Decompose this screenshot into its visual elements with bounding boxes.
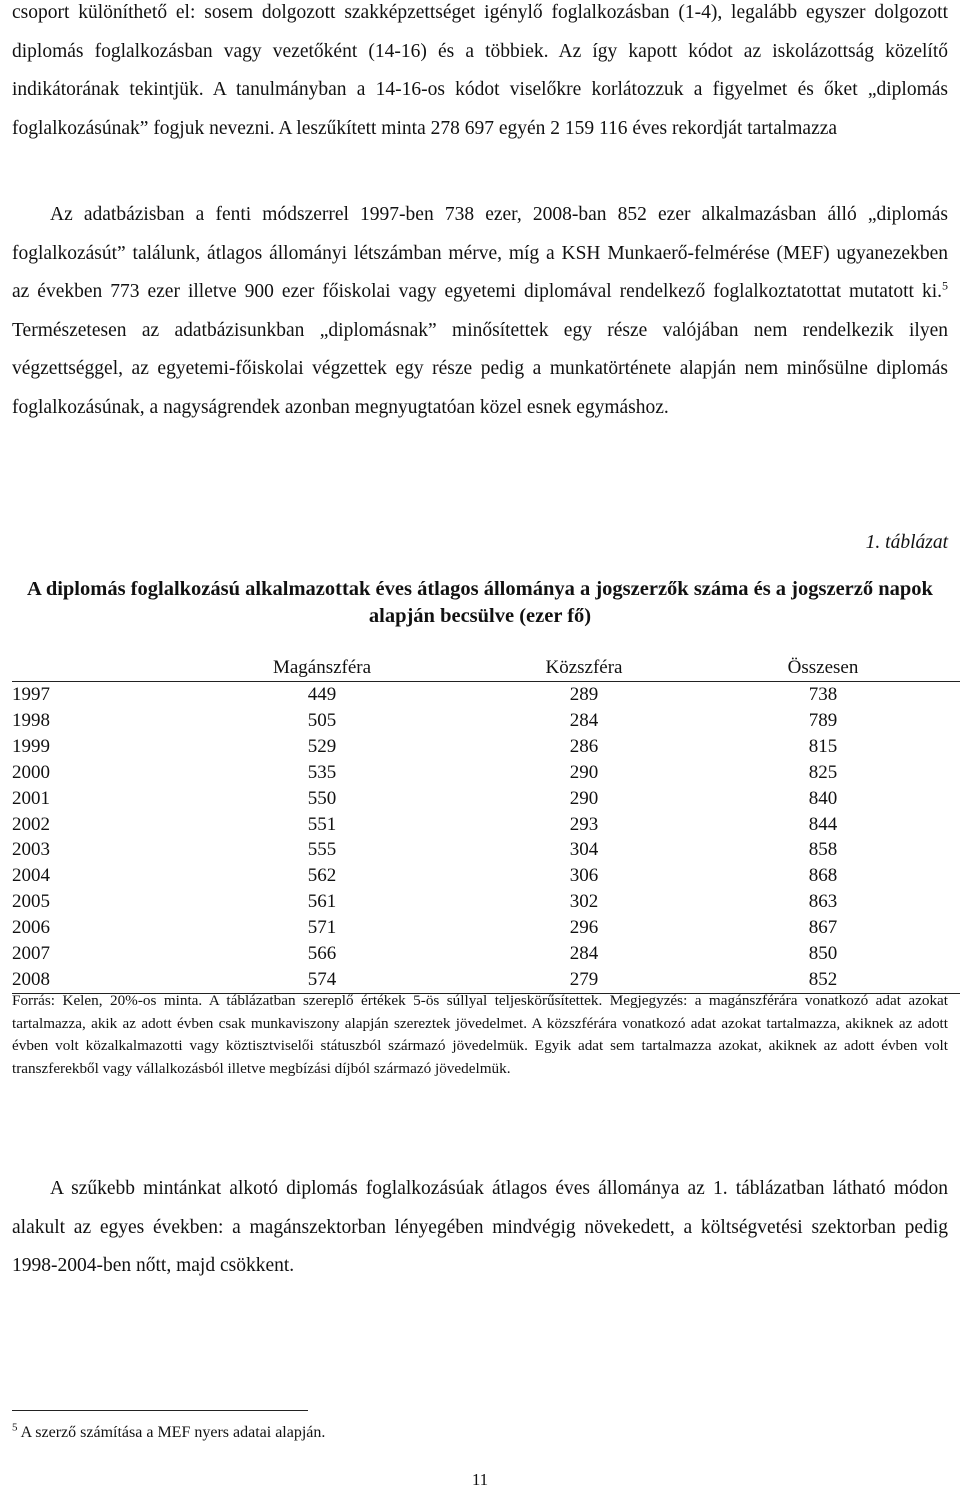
table-caption: 1. táblázat <box>865 532 948 553</box>
table-row <box>12 941 960 967</box>
footnote-number: 5 <box>12 1421 18 1434</box>
cell-total: 867 <box>808 917 838 939</box>
page-number: 11 <box>471 1470 489 1489</box>
cell-total: 863 <box>808 891 838 913</box>
cell-private: 574 <box>162 967 482 993</box>
cell-public: 284 <box>569 709 599 731</box>
cell-public: 289 <box>569 684 599 705</box>
cell-total: 789 <box>808 709 838 731</box>
cell-year: 2001 <box>12 787 50 809</box>
cell-public: 286 <box>569 735 599 757</box>
footnote <box>12 1421 326 1442</box>
cell-total: 840 <box>808 787 838 809</box>
table-row <box>12 915 960 941</box>
cell-public: 306 <box>569 865 599 887</box>
table-row <box>12 863 960 889</box>
cell-public: 296 <box>569 917 599 939</box>
cell-total: 850 <box>808 943 838 965</box>
paragraph-database-text: Az adatbázisban a fenti módszerrel 1997-ben 738 ezer, 2008-ban 852 ezer alkalmazásban álló „diplomás foglalkozásút” találunk, átlagos állományi létszámban mérve, míg a KSH Munkaerő-felmérése (MEF) ugyanezekben az években 773 ezer illetve 900 ezer főiskolai vagy egyetemi diplomával rendelkező foglalkoztatottat mutatott ki. <box>12 204 948 303</box>
column-header-public: Közszféra <box>482 654 686 682</box>
cell-public: 290 <box>569 787 599 809</box>
cell-year: 2008 <box>12 967 162 993</box>
table-row <box>12 786 960 812</box>
cell-total: 815 <box>808 735 838 757</box>
table-row <box>12 734 960 760</box>
table-body <box>12 682 960 994</box>
paragraph-table-summary: A szűkebb mintánkat alkotó diplomás foglalkozásúak átlagos éves állománya az 1. táblázatban látható módon alakult az egyes években: a magánszektorban lényegében mindvégig növekedett, a költségvetési szektorban pedig 1998-2004-ben nőtt, majd csökkent. <box>12 1178 948 1277</box>
cell-private: 505 <box>307 709 337 731</box>
cell-private: 535 <box>307 761 337 783</box>
column-header-total: Összesen <box>686 654 960 682</box>
cell-private: 529 <box>307 735 337 757</box>
paragraph-methodology: csoport különíthető el: sosem dolgozott szakképzettséget igénylő foglalkozásban (1-4), legalább egyszer dolgozott diplomás foglalkozásban vagy vezetőként (14-16) és a többiek. Az így kapott kódot az iskolázottság közelítő indikátorának tekintjük. A tanulmányban a 14-16-os kódot viselőkre korlátozzuk a figyelmet és őket „diplomás foglalkozásúnak” fogjuk nevezni. A leszűkített minta 278 697 egyén 2 159 116 éves rekordját tartalmazza <box>12 2 948 139</box>
cell-private: 562 <box>307 865 337 887</box>
cell-year: 1998 <box>12 709 50 731</box>
employment-table <box>12 654 960 994</box>
cell-total: 825 <box>808 761 838 783</box>
cell-year: 1999 <box>12 735 50 757</box>
cell-public: 304 <box>569 839 599 861</box>
paragraph-database-text-continued: Természetesen az adatbázisunkban „diplomásnak” minősítettek egy része valójában nem rendelkezik ilyen végzettséggel, az egyetemi-főiskolai végzettek egy része pedig a munkatörténete alapján nem minősülne diplomás foglalkozásúnak, a nagyságrendek azonban megnyugtatóan közel esnek egymáshoz. <box>12 319 948 418</box>
table-title: A diplomás foglalkozású alkalmazottak éves átlagos állománya a jogszerzők száma és a jogszerző napok alapján becsülve (ezer fő) <box>27 578 933 627</box>
cell-total: 868 <box>808 865 838 887</box>
table-header-row <box>12 654 960 682</box>
table-row <box>12 760 960 786</box>
column-header-private: Magánszféra <box>162 654 482 682</box>
table-row <box>12 889 960 915</box>
cell-year: 2004 <box>12 865 50 887</box>
table-row <box>12 812 960 838</box>
cell-private: 555 <box>307 839 337 861</box>
table-row <box>12 682 960 708</box>
cell-year: 2002 <box>12 813 50 835</box>
cell-private: 449 <box>307 684 337 705</box>
cell-private: 571 <box>307 917 337 939</box>
cell-private: 561 <box>307 891 337 913</box>
paragraph-database-comparison <box>12 196 948 428</box>
footnote-reference[interactable]: 5 <box>942 278 948 293</box>
cell-private: 550 <box>307 787 337 809</box>
cell-private: 566 <box>307 943 337 965</box>
column-header-year <box>12 654 162 682</box>
cell-year: 1997 <box>12 684 50 705</box>
cell-year: 2006 <box>12 917 50 939</box>
table-row <box>12 708 960 734</box>
cell-public: 290 <box>569 761 599 783</box>
cell-total: 858 <box>808 839 838 861</box>
cell-public: 302 <box>569 891 599 913</box>
cell-total: 844 <box>808 813 838 835</box>
cell-public: 279 <box>482 967 686 993</box>
cell-private: 551 <box>307 813 337 835</box>
cell-year: 2007 <box>12 943 50 965</box>
footnote-divider <box>12 1410 308 1411</box>
table-notes: Forrás: Kelen, 20%-os minta. A táblázatban szereplő értékek 5-ös súllyal teljeskörűsítettek. Megjegyzés: a magánszférára vonatkozó adat azokat tartalmazza, akik az adott évben csak munkaviszony alapján szereztek jövedelmet. A közszférára vonatkozó adat azokat tartalmazza, akiknek az adott évben volt közalkalmazotti vagy köztisztviselői státuszból származó jövedelmük. Egyik adat sem tartalmazza azokat, akiknek az adott évben volt transzferekből vagy vállalkozásból illetve megbízási díjból származó jövedelmük. <box>12 992 948 1077</box>
cell-public: 284 <box>569 943 599 965</box>
cell-year: 2003 <box>12 839 50 861</box>
footnote-text: A szerző számítása a MEF nyers adatai alapján. <box>17 1424 326 1441</box>
cell-year: 2000 <box>12 761 50 783</box>
cell-total: 852 <box>686 967 960 993</box>
cell-total: 738 <box>808 684 838 705</box>
cell-public: 293 <box>569 813 599 835</box>
table-row <box>12 837 960 863</box>
cell-year: 2005 <box>12 891 50 913</box>
